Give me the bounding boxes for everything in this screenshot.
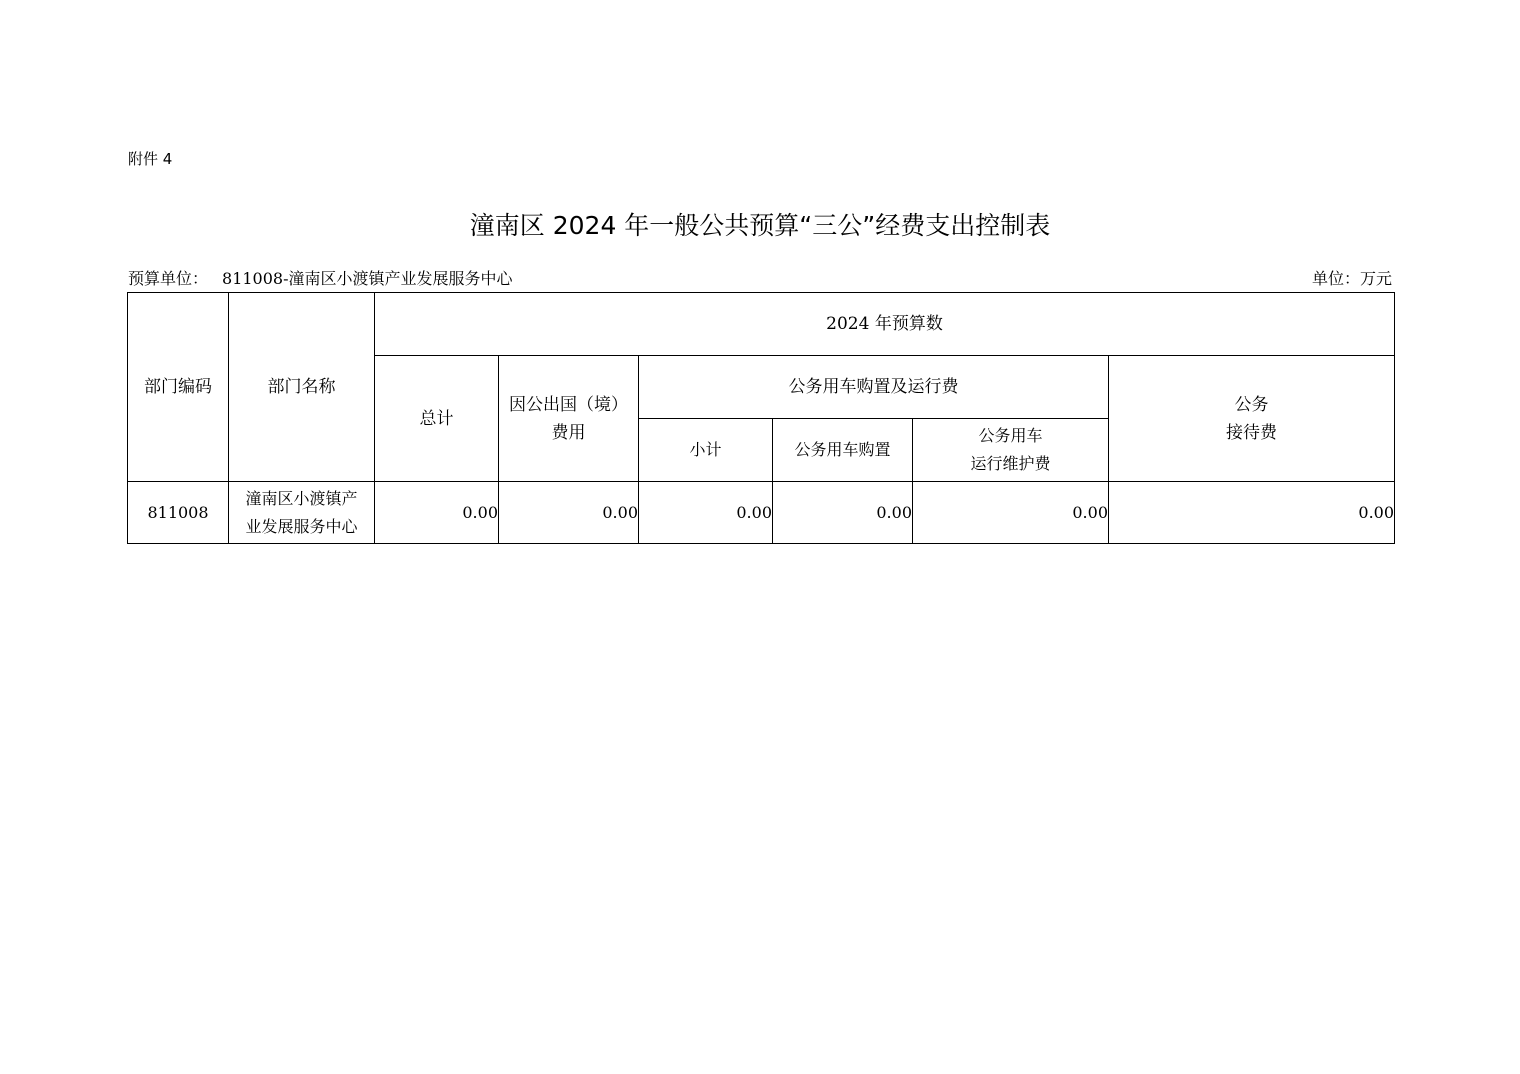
header-abroad-line1: 因公出国（境） [509, 394, 628, 415]
currency-unit: 单位：万元 [1311, 269, 1392, 288]
header-dept-code: 部门编码 [128, 293, 229, 482]
cell-dept-code: 811008 [128, 482, 229, 544]
header-abroad-line2: 费用 [551, 422, 586, 443]
cell-dept-name [229, 482, 375, 544]
budget-unit-value: 811008-潼南区小渡镇产业发展服务中心 [222, 269, 513, 288]
budget-table [127, 292, 1395, 544]
header-reception-line2: 接待费 [1226, 422, 1277, 443]
cell-dept-name-line2: 业发展服务中心 [245, 516, 358, 536]
attachment-label: 附件 4 [128, 150, 173, 168]
header-row-1 [128, 293, 1395, 356]
header-vehicle-ops-line2: 运行维护费 [970, 454, 1051, 473]
cell-vehicle-purchase: 0.00 [773, 482, 913, 544]
page-title: 潼南区 2024 年一般公共预算“三公”经费支出控制表 [469, 211, 1051, 240]
cell-abroad: 0.00 [499, 482, 639, 544]
unit-info-row [128, 266, 1392, 289]
header-abroad [499, 356, 639, 482]
cell-reception: 0.00 [1109, 482, 1395, 544]
cell-subtotal: 0.00 [639, 482, 773, 544]
header-vehicle-purchase: 公务用车购置 [773, 419, 913, 482]
cell-vehicle-ops: 0.00 [913, 482, 1109, 544]
cell-dept-name-line1: 潼南区小渡镇产 [245, 488, 358, 508]
budget-unit [128, 266, 513, 289]
cell-total: 0.00 [375, 482, 499, 544]
header-budget-year: 2024 年预算数 [375, 293, 1395, 356]
header-reception [1109, 356, 1395, 482]
header-dept-name: 部门名称 [229, 293, 375, 482]
header-vehicle-group: 公务用车购置及运行费 [639, 356, 1109, 419]
header-subtotal: 小计 [639, 419, 773, 482]
budget-unit-label: 预算单位： [128, 269, 209, 288]
table-row [128, 482, 1395, 544]
header-vehicle-ops [913, 419, 1109, 482]
header-vehicle-ops-line1: 公务用车 [978, 426, 1043, 445]
header-total: 总计 [375, 356, 499, 482]
header-reception-line1: 公务 [1234, 394, 1269, 415]
